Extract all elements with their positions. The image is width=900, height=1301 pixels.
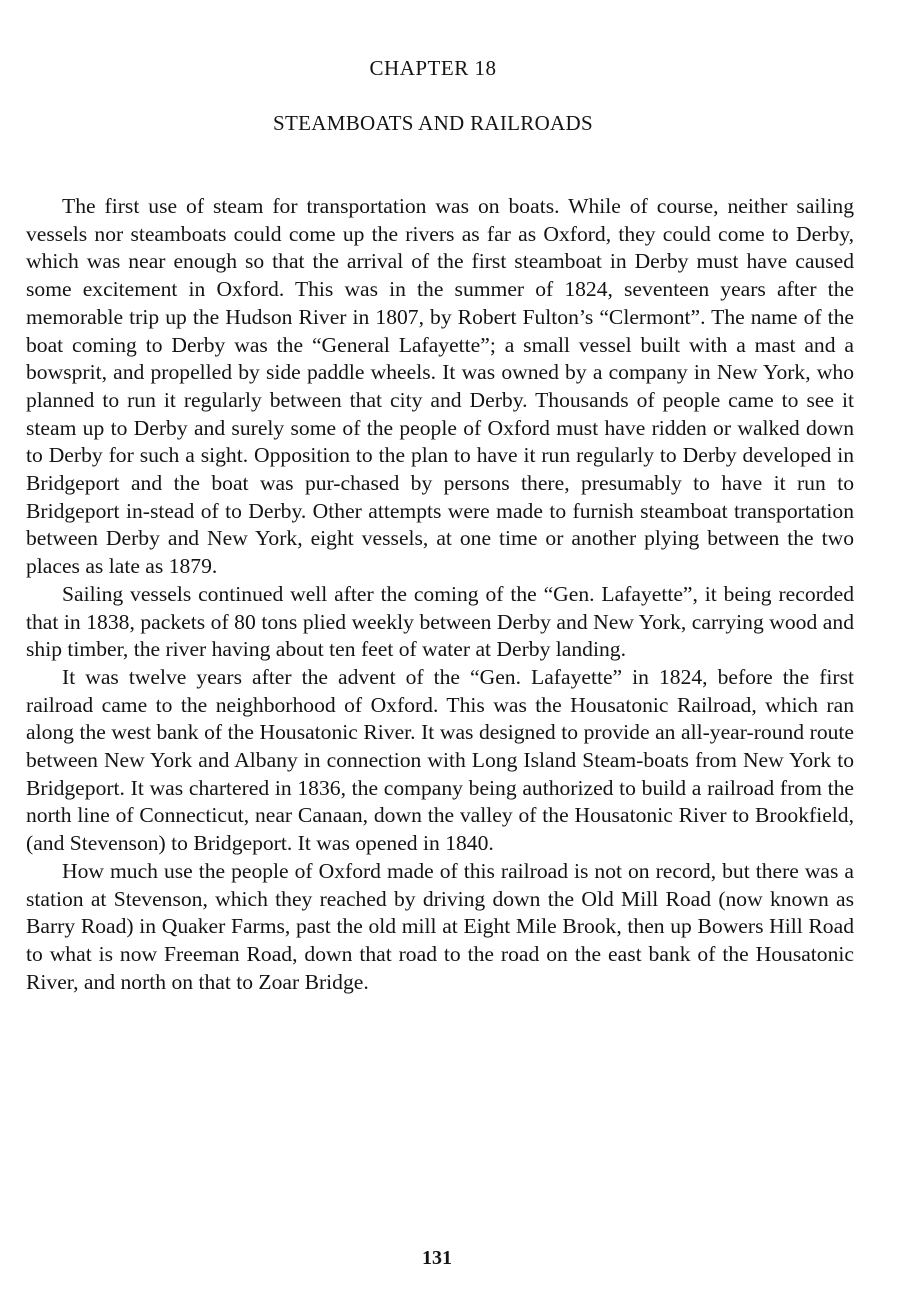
paragraph-1: The first use of steam for transportation was on boats. While of course, neither sailing vessels nor steamboats could come up the rivers as far as Oxford, they could come to Derby, which was near enough so that the arrival of the first steamboat in Derby must have caused some excitement in Oxford. This was in the summer of 1824, seventeen years after the memorable trip up the Hudson River in 1807, by Robert Fulton’s “Clermont”. The name of the boat coming to Derby was the “General Lafayette”; a small vessel built with a mast and a bowsprit, and propelled by side paddle wheels. It was owned by a company in New York, who planned to run it regularly between that city and Derby. Thousands of people came to see it steam up to Derby and surely some of the people of Oxford must have ridden or walked down to Derby for such a sight. Opposition to the plan to have it run regularly to Derby developed in Bridgeport and the boat was pur-chased by persons there, presumably to have it run to Bridgeport in-stead of to Derby. Other attempts were made to furnish steamboat transportation between Derby and New York, eight vessels, at one time or another plying between the two places as late as 1879. (26, 194, 854, 579)
paragraph-4: How much use the people of Oxford made of this railroad is not on record, but there was a station at Stevenson, which they reached by driving down the Old Mill Road (now known as Barry Road) in Quaker Farms, past the old mill at Eight Mile Brook, then up Bowers Hill Road to what is now Freeman Road, down that road to the road on the east bank of the Housatonic River, and north on that to Zoar Bridge. (26, 858, 854, 994)
paragraph-2: Sailing vessels continued well after the coming of the “Gen. Lafayette”, it being recorded that in 1838, packets of 80 tons plied weekly between Derby and New York, carrying wood and ship timber, the river having about ten feet of water at Derby landing. (26, 581, 854, 662)
body-text (26, 193, 854, 996)
paragraph-3: It was twelve years after the advent of the “Gen. Lafayette” in 1824, before the first railroad came to the neighborhood of Oxford. This was the Housatonic Railroad, which ran along the west bank of the Housatonic River. It was designed to provide an all-year-round route between New York and Albany in connection with Long Island Steam-boats from New York to Bridgeport. It was chartered in 1836, the company being authorized to build a railroad from the north line of Connecticut, near Canaan, down the valley of the Housatonic River to Brookfield, (and Stevenson) to Bridgeport. It was opened in 1840. (26, 664, 854, 856)
chapter-title: STEAMBOATS AND RAILROADS (273, 111, 593, 135)
page-number: 131 (422, 1247, 452, 1269)
chapter-number: CHAPTER 18 (369, 56, 497, 80)
